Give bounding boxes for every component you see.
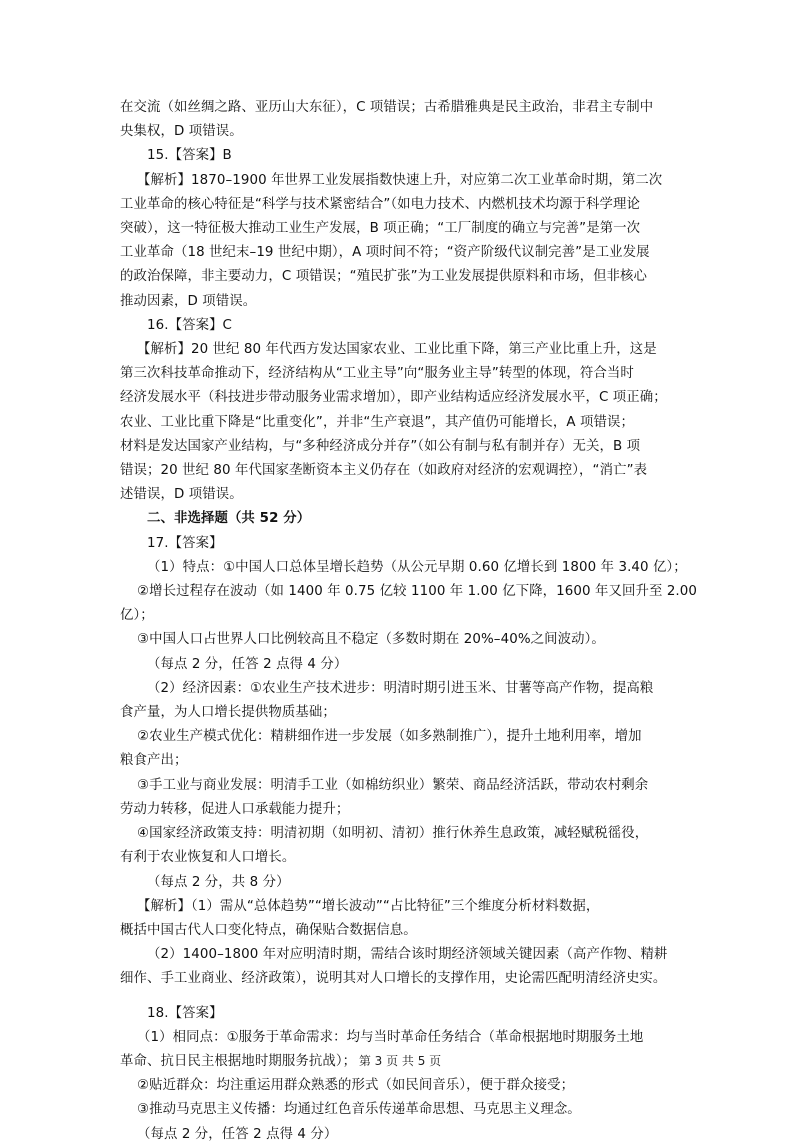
answer-heading: 16.【答案】C	[147, 317, 233, 333]
text-line: 央集权，D 项错误。	[120, 124, 243, 140]
text-line: 错误；20 世纪 80 年代国家垄断资本主义仍存在（如政府对经济的宏观调控），“消亡”表	[120, 463, 648, 479]
text-line: ②贴近群众：均注重运用群众熟悉的形式（如民间音乐），便于群众接受；	[137, 1078, 575, 1094]
text-line: 推动因素，D 项错误。	[120, 293, 257, 309]
text-line: 在交流（如丝绸之路、亚历山大东征），C 项错误；古希腊雅典是民主政治，非君主专制中	[120, 100, 654, 115]
text-line: 粮食产出；	[120, 753, 188, 769]
text-line: ④国家经济政策支持：明清初期（如明初、清初）推行休养生息政策，减轻赋税徭役，	[137, 826, 649, 842]
text-line: 亿）；	[120, 608, 154, 624]
document-body	[120, 96, 698, 1147]
text-line: 革命、抗日民主根据地时期服务抗战）；	[120, 1053, 357, 1069]
text-line: 细作、手工业商业、经济政策），说明其对人口增长的支撑作用，史论需匹配明清经济史实。	[120, 971, 667, 987]
text-line: 【解析】（1）需从“总体趋势”“增长波动”“占比特征”三个维度分析材料数据，	[137, 898, 600, 914]
text-line: 有利于农业恢复和人口增长。	[120, 850, 296, 866]
text-line: ②农业生产模式优化：精耕细作进一步发展（如多熟制推广），提升土地利用率，增加	[137, 729, 642, 745]
text-line: 述错误，D 项错误。	[120, 487, 243, 503]
text-line: ③推动马克思主义传播：均通过红色音乐传递革命思想、马克思主义理念。	[137, 1102, 581, 1118]
text-line: （1）相同点：①服务于革命需求：均与当时革命任务结合（革命根据地时期服务土地	[137, 1029, 644, 1045]
text-line: 第三次科技革命推动下，经济结构从“工业主导”向“服务业主导”转型的体现，符合当时	[120, 366, 634, 382]
answer-heading: 18.【答案】	[147, 1005, 223, 1021]
text-line: ③手工业与商业发展：明清手工业（如棉纺织业）繁荣、商品经济活跃，带动农村剩余	[137, 777, 649, 793]
text-line: （2）1400–1800 年对应明清时期，需结合该时期经济领域关键因素（高产作物、精耕	[147, 947, 668, 963]
text-line: 的政治保障，非主要动力，C 项错误；“殖民扩张”为工业发展提供原料和市场，但非核心	[120, 269, 648, 285]
page-footer: 第 3 页 共 5 页	[358, 1054, 442, 1068]
text-line: ②增长过程存在波动（如 1400 年 0.75 亿较 1100 年 1.00 亿下降，1600 年又回升至 2.00	[137, 584, 698, 600]
text-line: 工业革命（18 世纪末–19 世纪中期），A 项时间不符；“资产阶级代议制完善”是工业发展	[120, 245, 650, 261]
text-line: （每点 2 分，任答 2 点得 4 分）	[147, 656, 348, 672]
text-line: 概括中国古代人口变化特点，确保贴合数据信息。	[120, 922, 417, 938]
answer-heading: 17.【答案】	[147, 535, 223, 551]
answer-heading: 15.【答案】B	[147, 148, 232, 164]
text-line: 【解析】1870–1900 年世界工业发展指数快速上升，对应第二次工业革命时期，第二次	[137, 172, 663, 188]
text-line: 材料是发达国家产业结构，与“多种经济成分并存”（如公有制与私有制并存）无关，B 项	[120, 438, 641, 454]
text-line: （1）特点：①中国人口总体呈增长趋势（从公元早期 0.60 亿增长到 1800 年 3.40 亿）；	[147, 559, 687, 575]
text-line: （每点 2 分，共 8 分）	[147, 874, 290, 890]
text-line: 【解析】20 世纪 80 年代西方发达国家农业、工业比重下降，第三产业比重上升，这是	[137, 342, 657, 358]
text-line: ③中国人口占世界人口比例较高且不稳定（多数时期在 20%–40%之间波动）。	[137, 632, 605, 648]
text-line: 工业革命的核心特征是“科学与技术紧密结合”（如电力技术、内燃机技术均源于科学理论	[120, 196, 641, 212]
text-line: 突破），这一特征极大推动工业生产发展，B 项正确；“工厂制度的确立与完善”是第一次	[120, 221, 641, 237]
text-line: 劳动力转移，促进人口承载能力提升；	[120, 801, 350, 817]
text-line: 经济发展水平（科技进步带动服务业需求增加），即产业结构适应经济发展水平，C 项正确；	[120, 390, 667, 406]
text-line: 食产量，为人口增长提供物质基础；	[120, 705, 336, 721]
text-line: 农业、工业比重下降是“比重变化”，并非“生产衰退”，其产值仍可能增长，A 项错误；	[120, 414, 634, 430]
text-line: （每点 2 分，任答 2 点得 4 分）	[137, 1126, 338, 1142]
section-heading: 二、非选择题（共 52 分）	[147, 511, 311, 527]
text-line: （2）经济因素：①农业生产技术进步：明清时期引进玉米、甘薯等高产作物，提高粮	[147, 680, 654, 696]
